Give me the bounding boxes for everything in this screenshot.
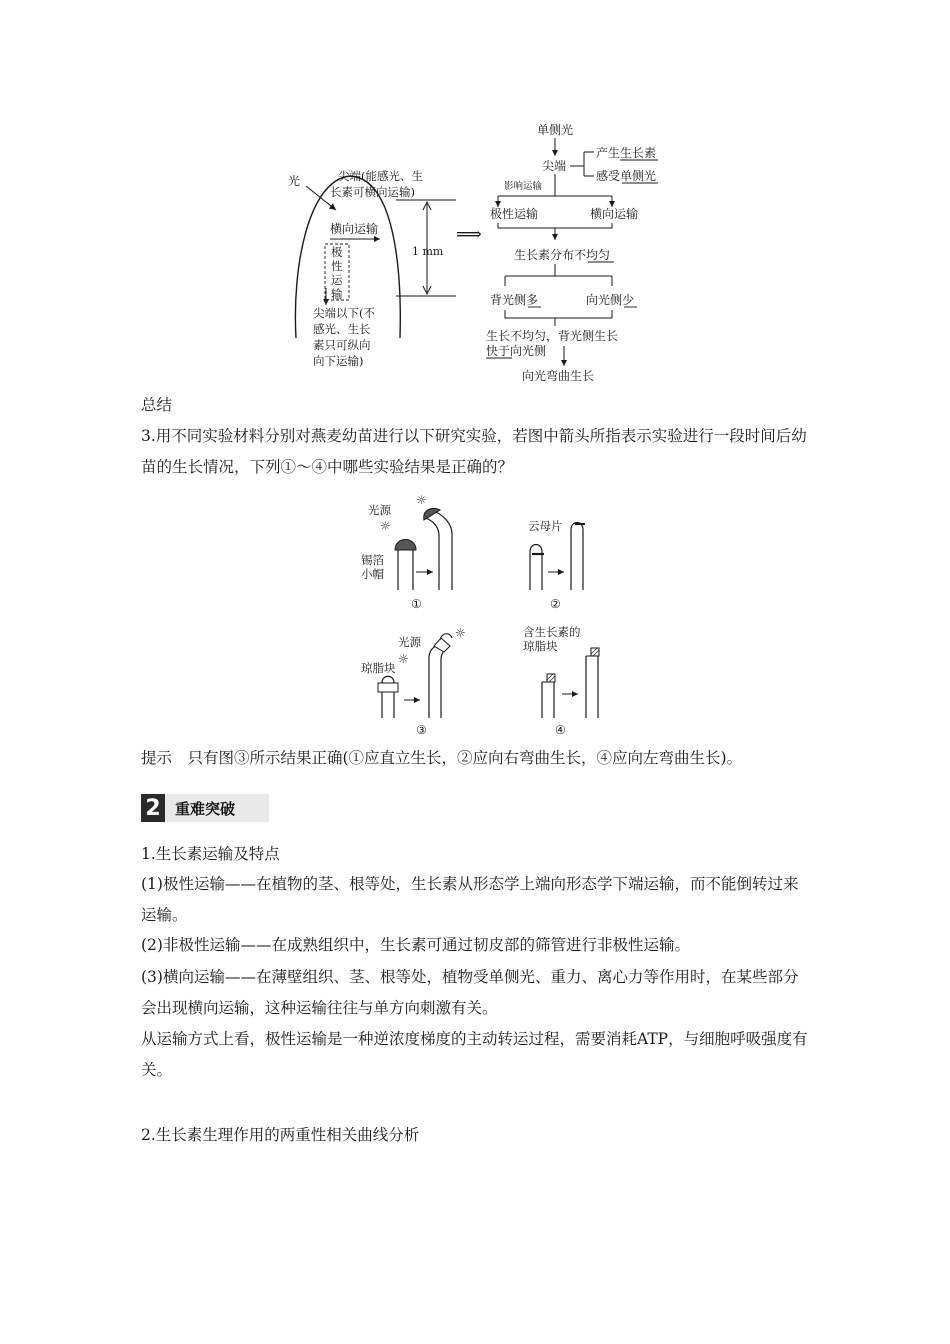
flow-affect-transport: 影响运输 [504,181,543,192]
implies-arrow-icon: ⟹ [456,224,482,245]
flow-uneven-distribution: 生长素分布不均匀 [514,248,611,262]
below-tip-line4: 向下运输) [313,354,364,368]
below-tip-line3: 素只可纵向 [313,338,371,352]
paragraph-nonpolar-transport: (2)非极性运输——在成熟组织中，生长素可通过韧皮部的筛管进行非极性运输。 [141,936,690,954]
question-3: 3.用不同实验材料分别对燕麦幼苗进行以下研究实验，若图中箭头所指表示实验进行一段时间后幼苗的生长情况，下列①～④中哪些实验结果是正确的？ [141,427,807,476]
polar-char-4: 输 [331,287,343,301]
flow-phototropic-bending: 向光弯曲生长 [522,369,595,383]
polar-char-2: 性 [331,259,343,273]
below-tip-line2: 感光、生长 [313,322,371,336]
tip-label-line1: 尖端(能感光、生 [338,169,423,183]
experiment-label-2: ② [550,597,561,611]
experiment-1 [361,493,452,611]
flow-sense-light: 感受单侧光 [596,169,657,183]
foil-cap-label-line1: 锡箔 [361,553,384,567]
experiment-2 [528,519,585,611]
coleoptile-diagram [288,169,456,368]
auxin-transport-figure [0,0,950,400]
paragraph-lateral-transport: (3)横向运输——在薄壁组织、茎、根等处，植物受单侧光、重力、离心力等作用时，在某些部分会出现横向运输，这种运输往往与单方向刺激有关。 [141,968,799,1017]
polar-char-1: 极 [331,245,343,259]
length-label: 1 mm [412,245,444,258]
tip-label-line2: 长素可横向运输) [330,185,415,199]
hint-text: 提示 只有图③所示结果正确(①应直立生长，②应向右弯曲生长，④应向左弯曲生长)。 [141,749,743,767]
flow-produce-auxin: 产生生长素 [596,146,657,160]
section-title: 重难突破 [175,799,236,818]
flow-unilateral-light: 单侧光 [537,123,574,137]
experiment-3 [361,626,466,737]
auxin-agar-label-line2: 琼脂块 [523,639,558,653]
flow-polar-transport: 极性运输 [490,207,539,221]
light-source-icon: ☼ [455,626,466,640]
light-source-icon: ☼ [380,519,391,533]
summary-label: 总结 [141,396,173,414]
oat-seedling-experiments-figure [0,480,950,745]
mechanism-flowchart [486,122,658,383]
section-number: 2 [141,794,165,822]
flow-lateral-transport: 横向运输 [590,207,639,221]
auxin-agar-label-line1: 含生长素的 [523,625,581,639]
mica-label: 云母片 [528,519,563,533]
light-source-label-3: 光源 [398,635,421,649]
flow-back-side-more: 背光侧多 [490,293,539,307]
heading-dual-effect: 2.生长素生理作用的两重性相关曲线分析 [141,1126,420,1144]
light-source-label-1: 光源 [368,503,391,517]
below-tip-line1: 尖端以下(不 [313,306,375,320]
experiment-label-4: ④ [555,723,566,737]
foil-cap-label-line2: 小帽 [361,567,384,581]
flow-light-side-less: 向光侧少 [586,293,635,307]
flow-uneven-growth-line1: 生长不均匀，背光侧生长 [486,329,619,343]
experiment-label-1: ① [411,597,422,611]
agar-block-label: 琼脂块 [361,661,396,675]
light-label: 光 [288,174,301,188]
light-source-icon: ☼ [398,652,409,666]
section-header [141,794,269,822]
experiment-label-3: ③ [416,723,427,737]
experiment-4 [523,625,599,737]
light-source-icon: ☼ [416,493,427,507]
flow-uneven-growth-line2: 快于向光侧 [486,344,547,358]
paragraph-transport-mode: 从运输方式上看，极性运输是一种逆浓度梯度的主动转运过程，需要消耗ATP，与细胞呼吸强度有关。 [141,1030,808,1079]
paragraph-polar-transport: (1)极性运输——在植物的茎、根等处，生长素从形态学上端向形态学下端运输，而不能倒转过来运输。 [141,875,799,924]
heading-auxin-transport: 1.生长素运输及特点 [141,845,280,863]
lateral-transport-label: 横向运输 [330,222,379,236]
flow-tip: 尖端 [542,159,567,173]
polar-char-3: 运 [331,273,343,287]
